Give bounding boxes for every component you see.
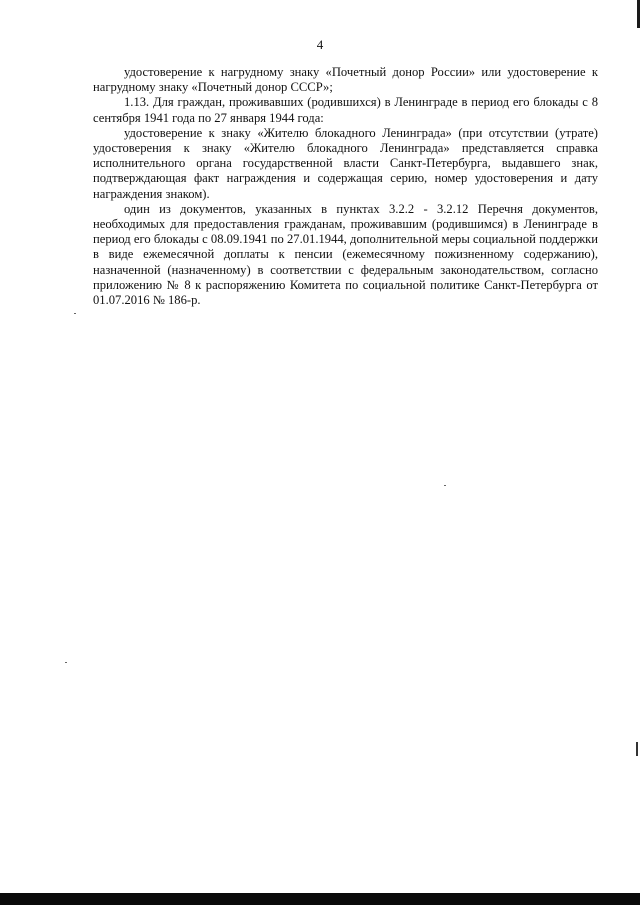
paragraph-item-1-13: 1.13. Для граждан, проживавших (родившихся) в Ленинграде в период его блокады с 8 сентября 1941 года по 27 января 1944 года: [93,95,598,125]
document-body [93,65,598,308]
scan-speck [65,662,67,663]
scan-bottom-border [0,893,640,905]
paragraph-blockade-badge-certificate: удостоверение к знаку «Жителю блокадного Ленинграда» (при отсутствии (утрате) удостоверения к знаку «Жителю блокадного Ленинграда» представляется справка исполнительного органа государственной власти Санкт-Петербурга, выдавшего знак, подтверждающая факт награждения и содержащая серию, номер удостоверения и дату награждения знаком). [93,125,598,201]
paragraph-donor-certificate: удостоверение к нагрудному знаку «Почетный донор России» или удостоверение к нагрудному знаку «Почетный донор СССР»; [93,65,598,95]
scan-speck [74,313,76,314]
page-number: 4 [316,37,324,52]
paragraph-documents-list-reference: один из документов, указанных в пунктах 3.2.2 - 3.2.12 Перечня документов, необходимых для предоставления гражданам, проживавшим (родившимся) в Ленинграде в период его блокады с 08.09.1941 по 27.01.1944, дополнительной меры социальной поддержки в виде ежемесячной доплаты к пенсии (ежемесячному пожизненному содержанию), назначенной (назначенному) в соответствии с федеральным законодательством, согласно приложению № 8 к распоряжению Комитета по социальной политике Санкт-Петербурга от 01.07.2016 № 186-р. [93,201,598,308]
scan-speck [444,485,446,486]
scan-edge-mark [636,742,638,756]
